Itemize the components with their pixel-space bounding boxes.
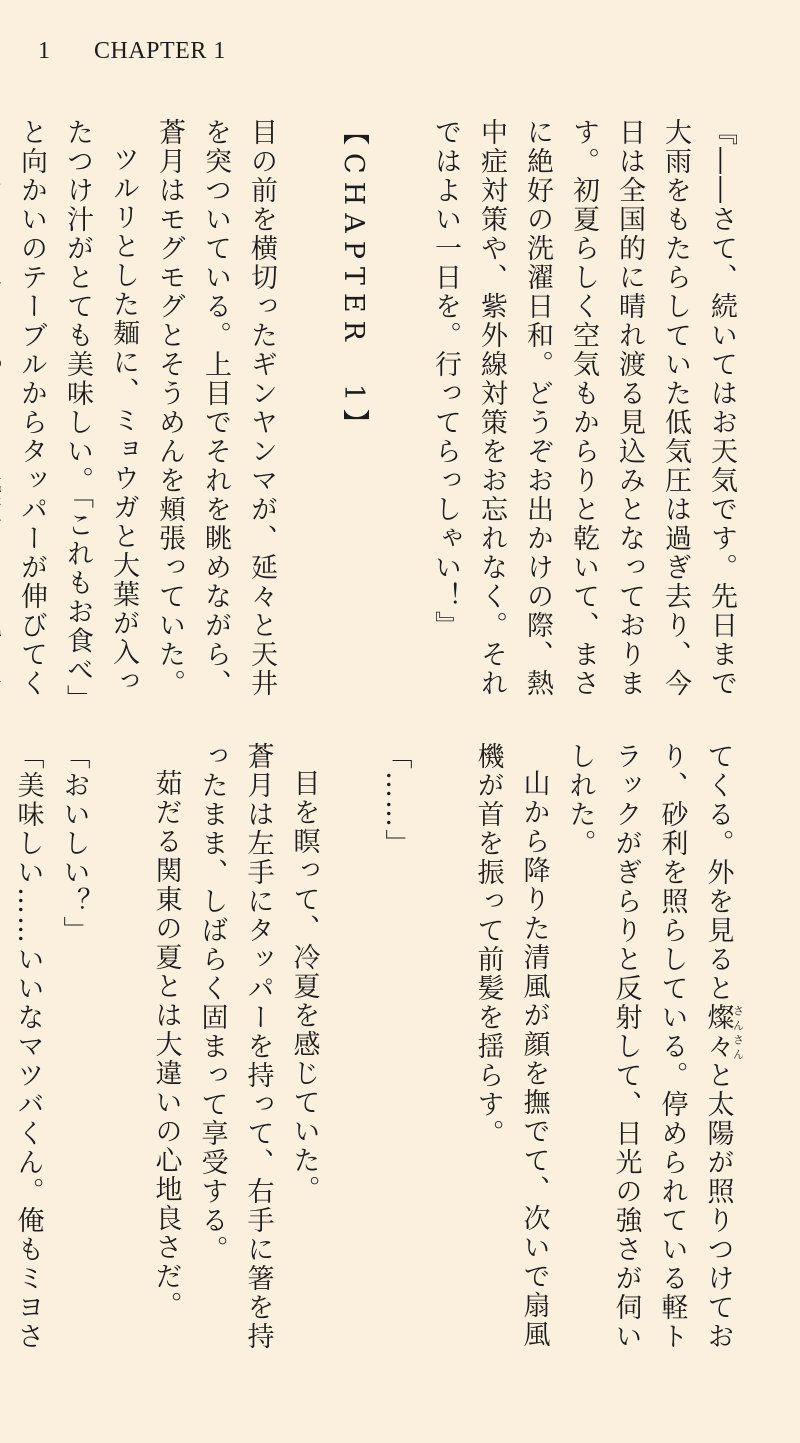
dialogue-oishii: 「おいしい？」: [58, 742, 90, 945]
paragraph-dragonfly: 目の前を横切ったギンヤンマが、延々と天井を突ついている。上目でそれを眺めながら、蒼月はモグモグとそうめんを頬張っていた。: [154, 118, 277, 698]
blank-line: [419, 742, 465, 1362]
text-block-lower: [0, 742, 744, 1362]
blank-line: [284, 118, 330, 718]
page-header: [38, 38, 226, 65]
paragraph-breeze: 山から降りた清風が顔を撫でて、次いで扇風機が首を振って前髪を揺らす。: [472, 742, 550, 1349]
chapter-heading: 【CHAPTER 1】: [338, 118, 369, 445]
paragraph-weather-broadcast: 『――さて、続いてはお天気です。先日まで大雨をもたらしていた低気圧は過ぎ去り、今日は全国的に晴れ渡る見込みとなっております。初夏らしく空気もからりと乾いて、まさに絶好の洗濯日和。どうぞお出かけの際、熱中症対策や、紫外線対策をお忘れなく。それではよい一日を。行ってらっしゃい！』: [430, 118, 737, 698]
ruby-sansan: 燦々さんさん: [702, 1003, 745, 1061]
paragraph-kanto-summer: 茹だる関東の夏とは大違いの心地良さだ。: [150, 769, 182, 1320]
blank-line: [376, 118, 422, 718]
text-block-upper: [0, 118, 744, 718]
blank-line: [97, 742, 143, 1362]
paragraph-cool-summer: 目を瞑って、冷夏を感じていた。: [288, 769, 320, 1204]
dialogue-matsuba: 「美味しい……いいなマツバくん。俺もミヨさ: [12, 742, 44, 1351]
paragraph-tupperware: 蒼月は左手にタッパーを持って、右手に箸を持ったまま、しばらく固まって享受する。: [196, 742, 274, 1351]
chapter-title: CHAPTER 1: [94, 38, 226, 64]
dialogue-silence: 「……」: [380, 742, 412, 858]
page-number: 1: [38, 38, 51, 64]
paragraph-sunlight: てくる。外を見ると燦々さんさんと太陽が照りつけており、砂利を照らしている。停められている軽トラックがぎらりと反射して、日光の強さが伺いしれた。: [564, 742, 745, 1351]
blank-line: [327, 742, 373, 1362]
paragraph-noodles: ツルリとした麺に、ミョウガと大葉が入ったつけ汁がとても美味しい。「これもお食べ」と向かいのテーブルからタッパーが伸びてく: [16, 118, 139, 714]
